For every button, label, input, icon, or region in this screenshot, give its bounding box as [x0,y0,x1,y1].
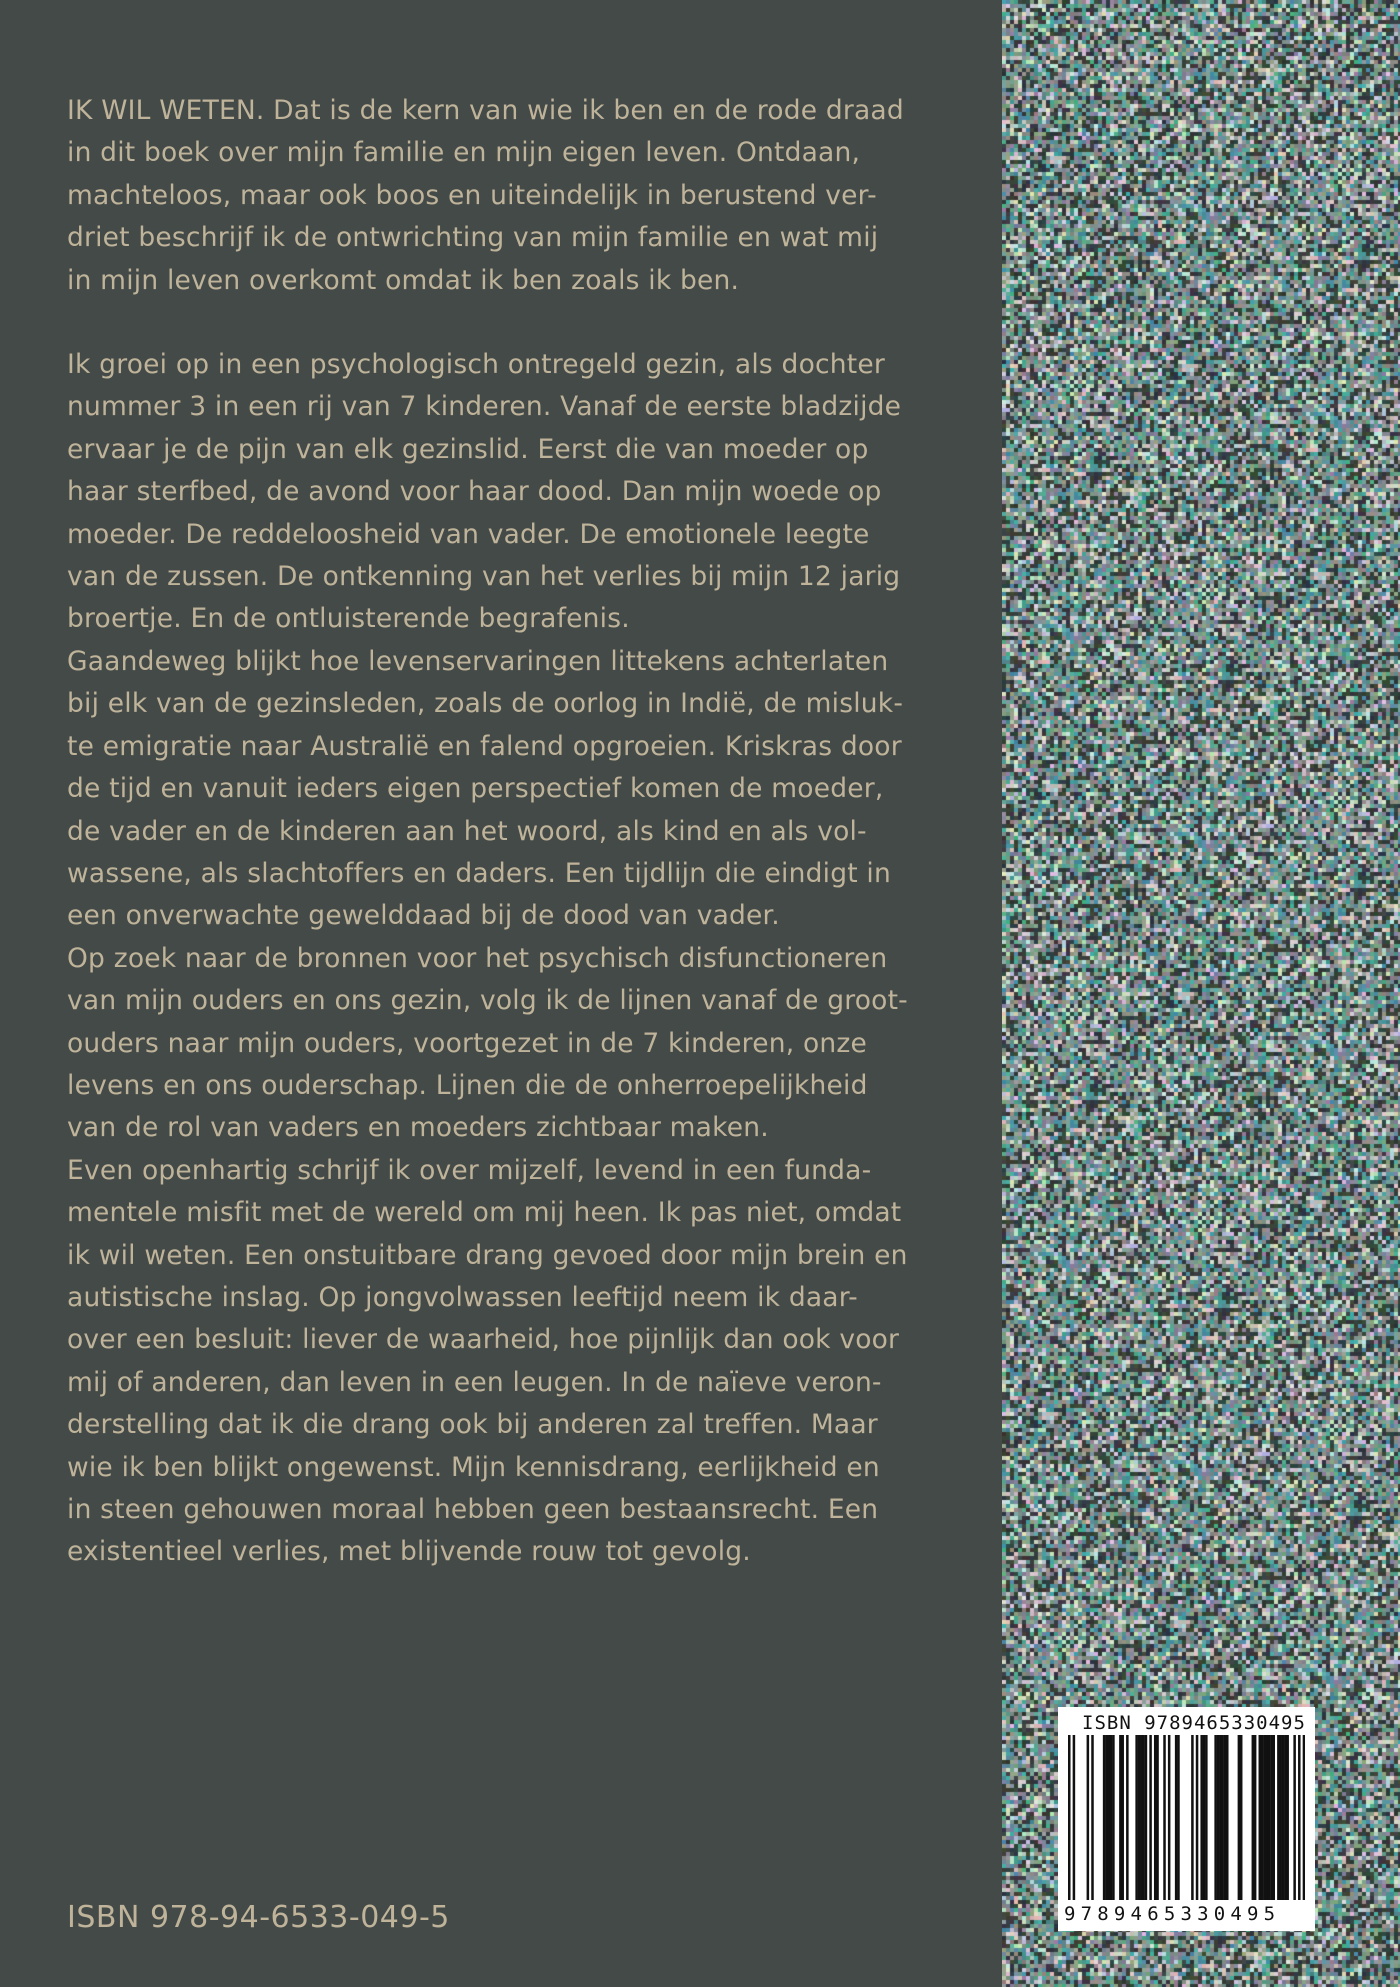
barcode-bar [1142,1735,1145,1900]
barcode-bar [1270,1735,1273,1900]
barcode-bar [1279,1735,1282,1900]
barcode-bar [1135,1735,1138,1900]
blurb-paragraph-4: Op zoek naar de bronnen voor het psychisch disfunctioneren van mijn ouders en ons gezin, volg ik de lijnen vanaf de groot- ouders naar mijn ouders, voortgezet in de 7 kinderen, onze levens en ons ouderschap. Lijnen die de onherroepelijkheid van de rol van vaders en moeders zichtbaar maken. [67,942,908,1144]
barcode-bar [1103,1735,1106,1900]
barcode-isbn-label: ISBN 9789465330495 [1082,1712,1306,1734]
barcode-bar [1091,1735,1094,1900]
barcode-bar [1154,1735,1157,1900]
barcode-bar [1108,1735,1111,1900]
blurb-paragraph-2: Ik groei op in een psychologisch ontregeld gezin, als dochter nummer 3 in een rij van 7 kinderen. Vanaf de eerste bladzijde ervaar je de pijn van elk gezinslid. Eerst die van moeder op haar sterfbed, de avond voor haar dood. Dan mijn woede op moeder. De reddeloosheid van vader. De emotionele leegte van de zussen. De ontkenning van het verlies bij mijn 12 jarig broertje. En de ontluisterende begrafenis. [67,349,902,635]
barcode-bar [1261,1735,1264,1900]
barcode-bar [1163,1735,1166,1900]
barcode-bar [1191,1735,1194,1900]
barcode-bar [1196,1735,1199,1900]
blurb-text [67,90,947,1574]
barcode-bar [1240,1735,1243,1900]
barcode-bar [1217,1735,1220,1900]
barcode-bar [1203,1735,1206,1900]
blurb-paragraph-1: IK WIL WETEN. Dat is de kern van wie ik ben en de rode draad in dit boek over mijn familie en mijn eigen leven. Ontdaan, machteloos, maar ook boos en uiteindelijk in berustend ver- driet beschrijf ik de ontwrichting van mijn familie en wat mij in mijn leven overkomt omdat ik ben zoals ik ben. [67,95,904,296]
barcode-bar [1303,1735,1305,1900]
barcode-bar [1252,1735,1255,1900]
barcode-bar [1156,1735,1159,1900]
barcode-bar [1145,1735,1148,1900]
barcode-bar [1140,1735,1143,1900]
barcode-bar [1073,1735,1076,1900]
barcode-bar [1286,1735,1289,1900]
barcode-bar [1068,1735,1071,1900]
barcode-bar [1177,1735,1180,1900]
barcode-bar [1282,1735,1285,1900]
barcode-bar [1226,1735,1229,1900]
barcode-bar [1126,1735,1129,1900]
barcode-bars [1068,1735,1305,1900]
barcode-bar [1105,1735,1108,1900]
barcode-bar [1219,1735,1222,1900]
blurb-paragraph-5: Even openhartig schrijf ik over mijzelf, levend in een funda- mentele misfit met de wereld om mij heen. Ik pas niet, omdat ik wil weten. Een onstuitbare drang gevoed door mijn brein en autistische inslag. Op jongvolwassen leeftijd neem ik daar- over een besluit: liever de waarheid, hoe pijnlijk dan ook voor mij of anderen, dan leven in een leugen. In de naïeve veron- derstelling dat ik die drang ook bij anderen zal treffen. Maar wie ik ben blijkt ongewenst. Mijn kennisdrang, eerlijkheid en in steen gehouwen moraal hebben geen bestaansrecht. Een existentieel verlies, met blijvende rouw tot gevolg. [67,1154,908,1568]
barcode-digits: 9789465330495 [1064,1903,1281,1925]
barcode-bar [1214,1735,1217,1900]
barcode-bar [1200,1735,1203,1900]
barcode-bar [1224,1735,1227,1900]
barcode-bar [1272,1735,1275,1900]
barcode-bar [1110,1735,1113,1900]
barcode-bar [1266,1735,1269,1900]
barcode-bar [1298,1735,1301,1900]
barcode-bar [1175,1735,1178,1900]
noise-pattern [1002,0,1400,1987]
barcode-bar [1238,1735,1241,1900]
barcode-bar [1138,1735,1141,1900]
isbn-line: ISBN 978-94-6533-049-5 [67,1900,450,1935]
barcode-bar [1221,1735,1224,1900]
spine-noise-texture [1002,0,1400,1987]
barcode-bar [1254,1735,1257,1900]
barcode-bar [1149,1735,1152,1900]
barcode-bar [1284,1735,1287,1900]
barcode-bar [1277,1735,1280,1900]
barcode-bar [1121,1735,1124,1900]
barcode-bar [1168,1735,1171,1900]
barcode-bar [1263,1735,1266,1900]
blurb-paragraph-3: Gaandeweg blijkt hoe levenservaringen littekens achterlaten bij elk van de gezinsleden, zoals de oorlog in Indië, de misluk- te emigratie naar Australië en falend opgroeien. Kriskras door de tijd en vanuit ieders eigen perspectief komen de moeder, de vader en de kinderen aan het woord, als kind en als vol- wassene, als slachtoffers en daders. Een tijdlijn die eindigt in een onverwachte gewelddaad bij de dood van vader. [67,645,904,932]
barcode-bar [1112,1735,1115,1900]
barcode [1058,1707,1315,1931]
barcode-bar [1293,1735,1296,1900]
barcode-bar [1205,1735,1208,1900]
barcode-bar [1087,1735,1090,1900]
barcode-bar [1268,1735,1271,1900]
barcode-bar [1119,1735,1122,1900]
barcode-bar [1259,1735,1262,1900]
